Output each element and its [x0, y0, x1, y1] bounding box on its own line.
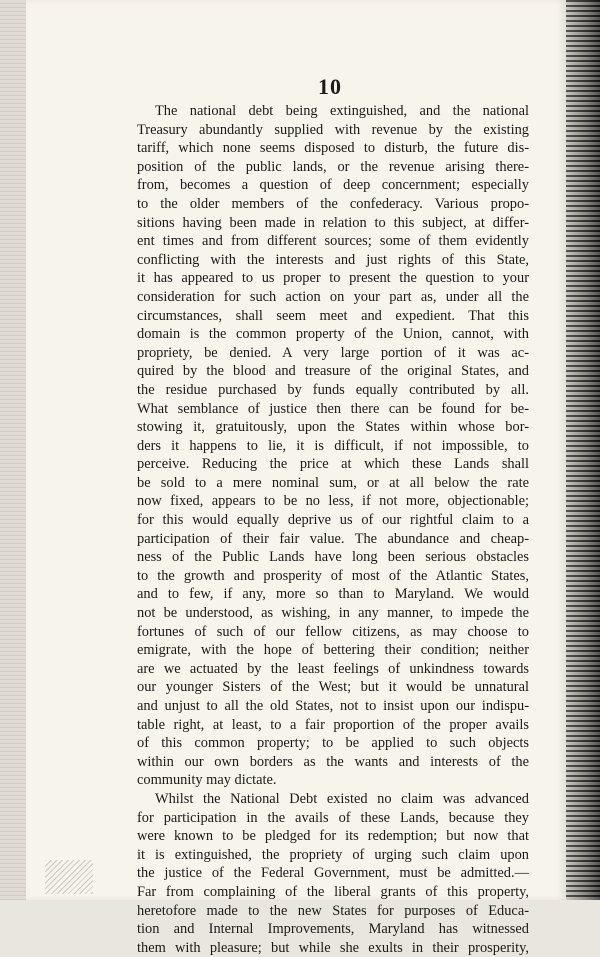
text-line: now fixed, appears to be no less, if not more, objectionable;: [137, 493, 529, 510]
text-line: circumstances, shall seem meet and expedient. That this: [137, 307, 529, 324]
text-line: The national debt being extinguished, and the national: [155, 103, 529, 119]
text-line: ders it happens to lie, it is difficult, if not impossible, to: [137, 437, 529, 454]
text-line: consideration for such action on your part as, under all the: [137, 288, 529, 305]
text-line: ent times and from different sources; some of them evidently: [137, 233, 529, 250]
text-line: it is extinguished, the propriety of urging such claim upon: [137, 846, 529, 863]
text-line: it has appeared to us proper to present the question to your: [137, 270, 529, 287]
text-line: of this common property; to be applied to such objects: [137, 735, 529, 752]
text-line: conflicting with the interests and just rights of this State,: [137, 251, 529, 268]
text-line: table right, at least, to a fair proportion of the proper avails: [137, 716, 529, 733]
text-line: community may dictate.: [137, 772, 277, 789]
text-line: be sold to a mere nominal sum, or at all below the rate: [137, 474, 529, 491]
text-line: our younger Sisters of the West; but it would be unnatural: [137, 679, 529, 696]
text-line: What semblance of justice then there can be found for be-: [137, 400, 529, 417]
book-binding-edge: [566, 0, 600, 900]
text-line: quired by the blood and treasure of the original States, and: [137, 363, 529, 380]
text-line: were known to be pledged for its redemption; but now that: [137, 828, 529, 845]
text-line: Treasury abundantly supplied with revenue by the existing: [137, 121, 529, 138]
text-line: from, becomes a question of deep concernment; especially: [137, 177, 529, 194]
page-number: 10: [318, 74, 342, 99]
document-body: [137, 102, 529, 957]
text-line: position of the public lands, or the revenue arising there-: [137, 158, 529, 175]
text-line: and to few, if any, more so than to Maryland. We would: [137, 586, 529, 603]
text-line: to the growth and prosperity of most of the Atlantic States,: [137, 567, 529, 584]
text-line: Far from complaining of the liberal grants of this property,: [137, 883, 529, 900]
text-line: ness of the Public Lands have long been serious obstacles: [137, 549, 529, 566]
text-line: them with pleasure; but while she exults in their prosperity,: [137, 939, 529, 956]
text-line: Whilst the National Debt existed no claim was advanced: [155, 790, 529, 807]
text-line: for this would equally deprive us of our rightful claim to a: [137, 512, 529, 529]
text-line: tion and Internal Improvements, Maryland has witnessed: [137, 921, 529, 938]
text-line: the justice of the Federal Government, must be admitted.—: [137, 865, 529, 882]
text-line: the residue purchased by funds equally contributed by all.: [137, 381, 529, 398]
text-line: perceive. Reducing the price at which these Lands shall: [137, 456, 529, 473]
text-line: and unjust to all the old States, not to insist upon our indispu-: [137, 698, 529, 714]
text-line: stowing it, gratuitously, upon the States within whose bor-: [137, 419, 529, 436]
text-line: are we actuated by the least feelings of unkindness towards: [137, 660, 529, 677]
text-line: emigrate, with the hope of bettering their condition; neither: [137, 642, 529, 659]
text-line: tariff, which none seems disposed to disturb, the future dis-: [137, 140, 529, 157]
text-line: domain is the common property of the Union, cannot, with: [137, 326, 529, 343]
paragraph-1: [137, 102, 529, 790]
paragraph-2: [137, 790, 529, 957]
page-left-margin: [0, 0, 26, 900]
text-line: not be understood, as wishing, in any manner, to impede the: [137, 605, 529, 622]
ink-smudge: [45, 860, 93, 894]
text-line: participation of their fair value. The abundance and cheap-: [137, 530, 529, 547]
text-line: propriety, be denied. A very large portion of it was ac-: [137, 344, 529, 361]
text-line: fortunes of such of our fellow citizens, as may choose to: [137, 623, 529, 640]
text-line: for participation in the avails of these Lands, because they: [137, 809, 529, 826]
text-line: sitions having been made in relation to this subject, at differ-: [137, 214, 529, 231]
text-line: within our own borders as the wants and interests of the: [137, 753, 529, 770]
text-line: heretofore made to the new States for purposes of Educa-: [137, 902, 529, 919]
text-line: to the older members of the confederacy. Various propo-: [137, 195, 529, 212]
